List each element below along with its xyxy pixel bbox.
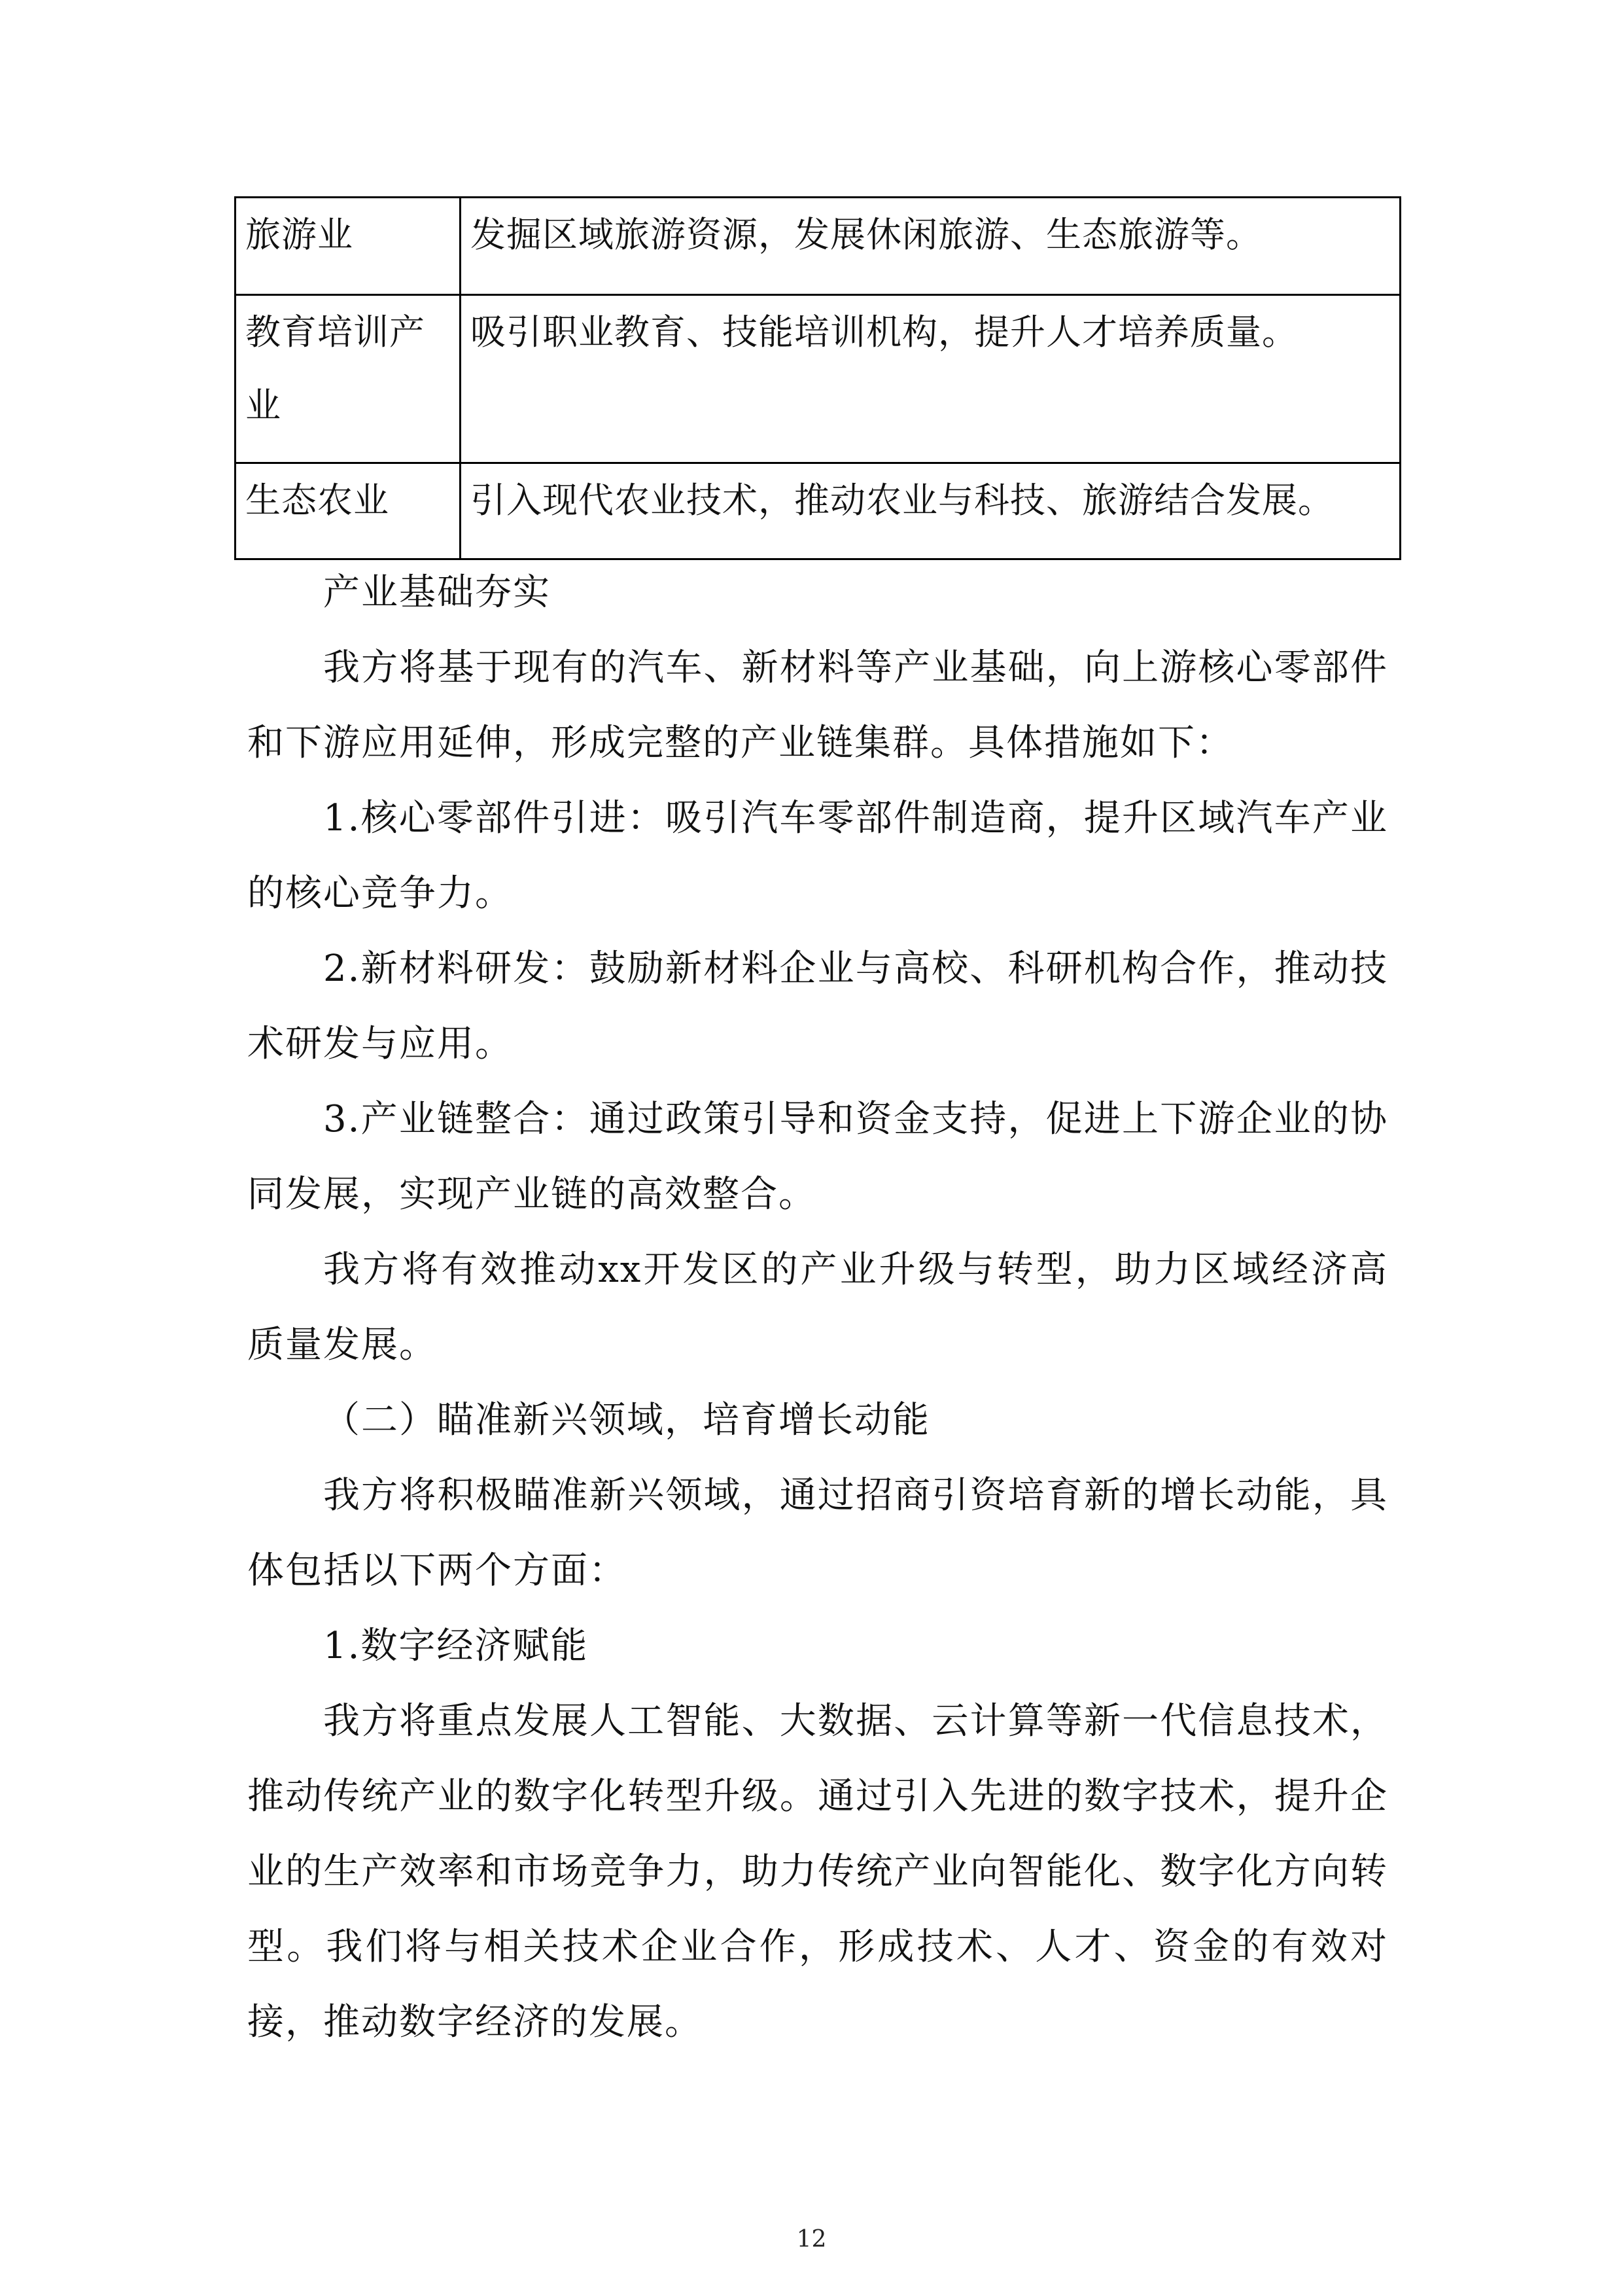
industry-description-cell: 吸引职业教育、技能培训机构，提升人才培养质量。 xyxy=(461,295,1401,463)
subheading-digital-economy: 1.数字经济赋能 xyxy=(323,1625,589,1667)
measure-item-2: 2.新材料研发：鼓励新材料企业与高校、科研机构合作，推动技术研发与应用。 xyxy=(247,947,1388,1065)
intro-paragraph: 我方将基于现有的汽车、新材料等产业基础，向上游核心零部件和下游应用延伸，形成完整的产业链集群。具体措施如下： xyxy=(247,646,1388,764)
intro-paragraph-2: 我方将积极瞄准新兴领域，通过招商引资培育新的增长动能，具体包括以下两个方面： xyxy=(247,1474,1388,1592)
industry-description-cell: 发掘区域旅游资源，发展休闲旅游、生态旅游等。 xyxy=(461,198,1401,295)
section-heading-2: （二）瞄准新兴领域，培育增长动能 xyxy=(323,1399,930,1441)
industry-description-cell: 引入现代农业技术，推动农业与科技、旅游结合发展。 xyxy=(461,463,1401,559)
industry-name-cell: 生态农业 xyxy=(236,463,461,559)
body-text xyxy=(247,555,1388,2060)
industry-name-cell: 教育培训产业 xyxy=(236,295,461,463)
table-row xyxy=(236,198,1401,295)
industry-table xyxy=(234,196,1401,560)
page-number: 12 xyxy=(796,2226,827,2253)
digital-economy-paragraph: 我方将重点发展人工智能、大数据、云计算等新一代信息技术，推动传统产业的数字化转型升级。通过引入先进的数字技术，提升企业的生产效率和市场竞争力，助力传统产业向智能化、数字化方向转型。我们将与相关技术企业合作，形成技术、人才、资金的有效对接，推动数字经济的发展。 xyxy=(247,1700,1388,2043)
summary-paragraph: 我方将有效推动xx开发区的产业升级与转型，助力区域经济高质量发展。 xyxy=(247,1248,1388,1366)
industry-name-cell: 旅游业 xyxy=(236,198,461,295)
measure-item-3: 3.产业链整合：通过政策引导和资金支持，促进上下游企业的协同发展，实现产业链的高效整合。 xyxy=(247,1098,1388,1216)
measure-item-1: 1.核心零部件引进：吸引汽车零部件制造商，提升区域汽车产业的核心竞争力。 xyxy=(247,797,1388,915)
table-row xyxy=(236,295,1401,463)
table-row xyxy=(236,463,1401,559)
section-title: 产业基础夯实 xyxy=(323,571,551,614)
